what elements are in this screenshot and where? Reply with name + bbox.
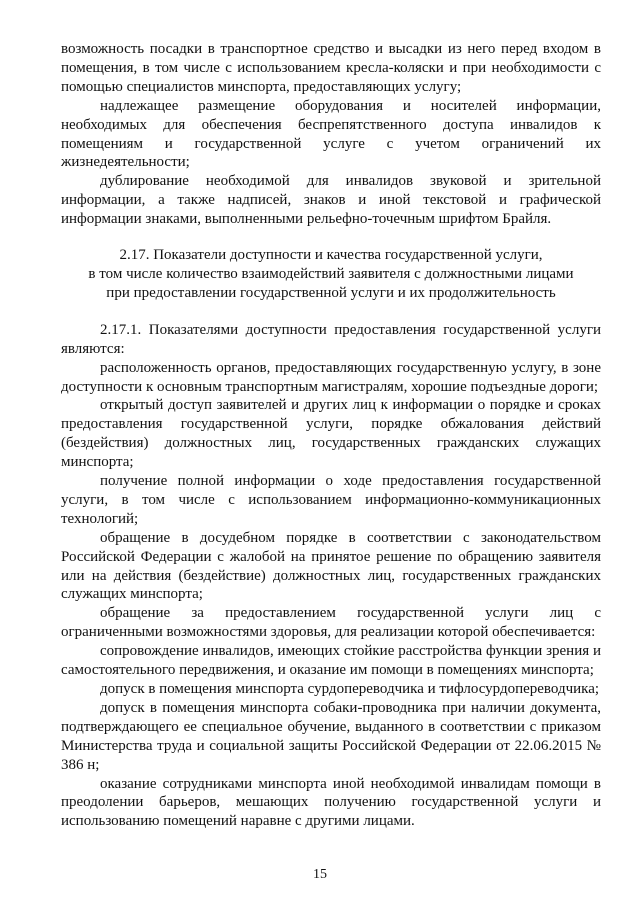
section-heading-line: при предоставлении государственной услуги и их продолжительность [106,284,556,301]
page-number: 15 [313,867,327,882]
paragraph: допуск в помещения минспорта собаки-проводника при наличии документа, подтверждающего ее специальное обучение, выданного в соответствии с приказом Министерства труда и социальной защиты Российской Федерации от 22.06.2015 № 386 н; [61,699,601,773]
paragraph: допуск в помещения минспорта сурдопереводчика и тифлосурдопереводчика; [100,681,600,697]
page-content [61,40,601,831]
section-heading-line: в том числе количество взаимодействий заявителя с должностными лицами [88,265,574,282]
paragraph: открытый доступ заявителей и других лиц к информации о порядке и сроках предоставления государственной услуги, порядке обжалования действий (бездействия) должностных лиц, государственных гражданских служащих минспорта; [61,397,601,471]
paragraph: оказание сотрудниками минспорта иной необходимой инвалидам помощи в преодолении барьеров, мешающих получению государственной услуги и использованию помещений наравне с другими лицами. [61,775,601,830]
paragraph: сопровождение инвалидов, имеющих стойкие расстройства функции зрения и самостоятельного передвижения, и оказание им помощи в помещениях минспорта; [61,643,601,679]
paragraph: 2.17.1. Показателями доступности предоставления государственной услуги являются: [61,321,601,357]
paragraph: расположенность органов, предоставляющих государственную услугу, в зоне доступности к основным транспортным магистралям, хорошие подъездные дороги; [61,359,601,395]
paragraph: обращение за предоставлением государственной услуги лиц с ограниченными возможностями здоровья, для реализации которой обеспечивается: [61,605,601,641]
paragraph: получение полной информации о ходе предоставления государственной услуги, в том числе с использованием информационно-коммуникационных технологий; [61,473,601,527]
paragraph: дублирование необходимой для инвалидов звуковой и зрительной информации, а также надписей, знаков и иной текстовой и графической информации знаками, выполненными рельефно-точечным шрифтом Брайля. [61,173,601,228]
paragraph: обращение в досудебном порядке в соответствии с законодательством Российской Федерации с жалобой на принятое решение по обращению заявителя или на действия (бездействие) должностных лиц, государственных гражданских служащих минспорта; [61,529,601,603]
paragraph: возможность посадки в транспортное средство и высадки из него перед входом в помещения, в том числе с использованием кресла-коляски и при необходимости с помощью специалистов минспорта, предоставляющих услугу; [61,41,601,95]
section-heading [61,246,601,303]
paragraph: надлежащее размещение оборудования и носителей информации, необходимых для обеспечения беспрепятственного доступа инвалидов к помещениям и государственной услуге с учетом ограничений их жизнедеятельности; [61,97,601,171]
section-heading-line: 2.17. Показатели доступности и качества государственной услуги, [119,247,543,264]
